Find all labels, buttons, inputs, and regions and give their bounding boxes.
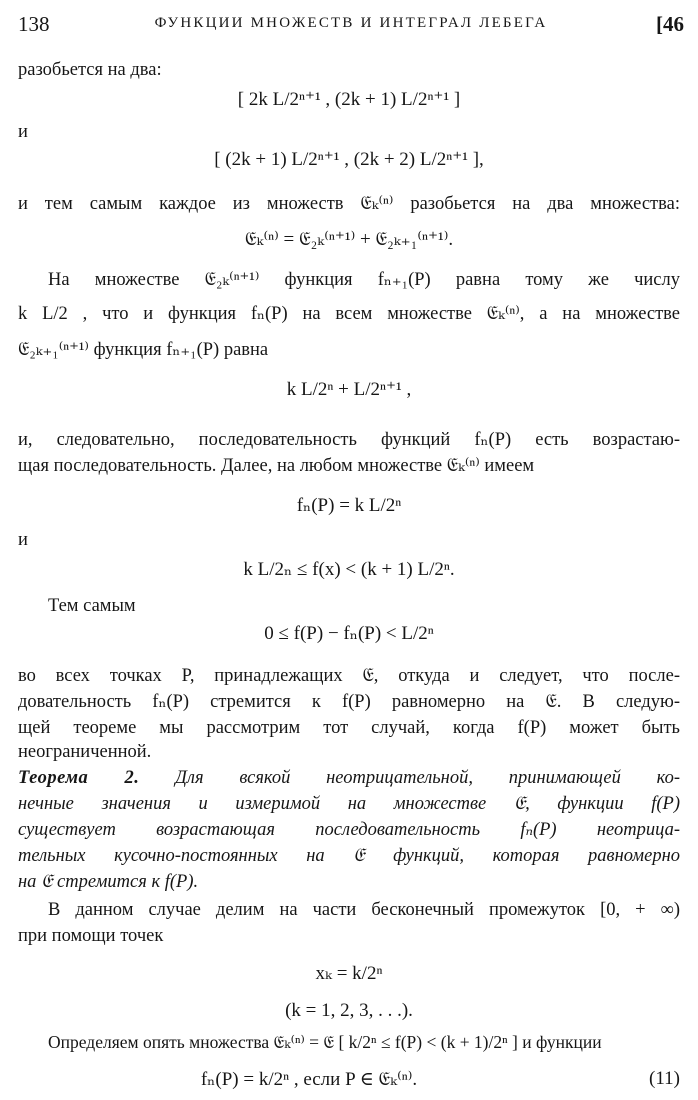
text-line: В данном случае делим на части бесконечный промежуток [0, + ∞) <box>48 900 680 920</box>
theorem-text: Для всякой неотрицательной, принимающей ко- <box>175 768 680 788</box>
formula-interval-1: [ 2k L/2ⁿ⁺¹ , (2k + 1) L/2ⁿ⁺¹ ] <box>237 89 461 110</box>
text-line: и <box>18 122 28 142</box>
text-line: k L/2 , что и функция fₙ(P) на всем множестве 𝔈ₖ⁽ⁿ⁾, а на множестве <box>18 304 680 324</box>
theorem-line: существует возрастающая последовательность fₙ(P) неотрица- <box>18 820 680 840</box>
text-line: во всех точках P, принадлежащих 𝔈, откуда и следует, что после- <box>18 666 680 686</box>
text-line: щей теореме мы рассмотрим тот случай, когда f(P) может быть <box>18 718 680 738</box>
text-line: щая последовательность. Далее, на любом множестве 𝔈ₖ⁽ⁿ⁾ имеем <box>18 456 535 476</box>
formula-set-split: 𝔈ₖ⁽ⁿ⁾ = 𝔈₂ₖ⁽ⁿ⁺¹⁾ + 𝔈₂ₖ₊₁⁽ⁿ⁺¹⁾. <box>244 229 454 250</box>
text-line: и <box>18 530 28 550</box>
theorem-label: Теорема 2. <box>18 768 140 788</box>
theorem-line: нечные значения и измеримой на множестве 𝔈, функции f(P) <box>18 794 680 814</box>
text-line: довательность fₙ(P) стремится к f(P) равномерно на 𝔈. В следую- <box>18 692 680 712</box>
running-title: ФУНКЦИИ МНОЖЕСТВ И ИНТЕГРАЛ ЛЕБЕГА <box>154 15 548 31</box>
theorem-line: тельных кусочно-постоянных на 𝔈 функций, которая равномерно <box>18 846 680 866</box>
text-line: при помощи точек <box>18 926 164 946</box>
theorem-line <box>18 766 680 790</box>
text-line: неограниченной. <box>18 742 152 762</box>
formula-inequality: k L/2ₙ ≤ f(x) < (k + 1) L/2ⁿ. <box>243 559 455 580</box>
section-number: [46 <box>656 12 684 36</box>
formula-value: k L/2ⁿ + L/2ⁿ⁺¹ , <box>286 379 412 400</box>
theorem-line: на 𝔈 стремится к f(P). <box>18 872 199 892</box>
formula-interval-2: [ (2k + 1) L/2ⁿ⁺¹ , (2k + 2) L/2ⁿ⁺¹ ], <box>214 149 484 170</box>
formula-points: xₖ = k/2ⁿ <box>315 963 383 984</box>
text-line: и тем самым каждое из множеств 𝔈ₖ⁽ⁿ⁾ разобьется на два множества: <box>18 194 680 214</box>
formula-fn-def: fₙ(P) = k/2ⁿ , если P ∈ 𝔈ₖ⁽ⁿ⁾. <box>200 1069 418 1090</box>
text-line: 𝔈₂ₖ₊₁⁽ⁿ⁺¹⁾ функция fₙ₊₁(P) равна <box>18 340 269 360</box>
formula-k-range: (k = 1, 2, 3, . . .). <box>285 1000 413 1021</box>
text-line: Определяем опять множества 𝔈ₖ⁽ⁿ⁾ = 𝔈 [ k/2ⁿ ≤ f(P) < (k + 1)/2ⁿ ] и функции <box>48 1032 602 1052</box>
text-line: На множестве 𝔈₂ₖ⁽ⁿ⁺¹⁾ функция fₙ₊₁(P) равна тому же числу <box>48 270 680 290</box>
text-line: и, следовательно, последовательность функций fₙ(P) есть возрастаю- <box>18 430 680 450</box>
running-header <box>18 12 684 40</box>
formula-bound: 0 ≤ f(P) − fₙ(P) < L/2ⁿ <box>264 623 434 644</box>
text-line: Тем самым <box>48 596 136 616</box>
equation-number: (11) <box>649 1068 680 1089</box>
formula-fn: fₙ(P) = k L/2ⁿ <box>296 495 402 516</box>
text-line: разобьется на два: <box>18 60 162 80</box>
page-number: 138 <box>18 12 50 36</box>
